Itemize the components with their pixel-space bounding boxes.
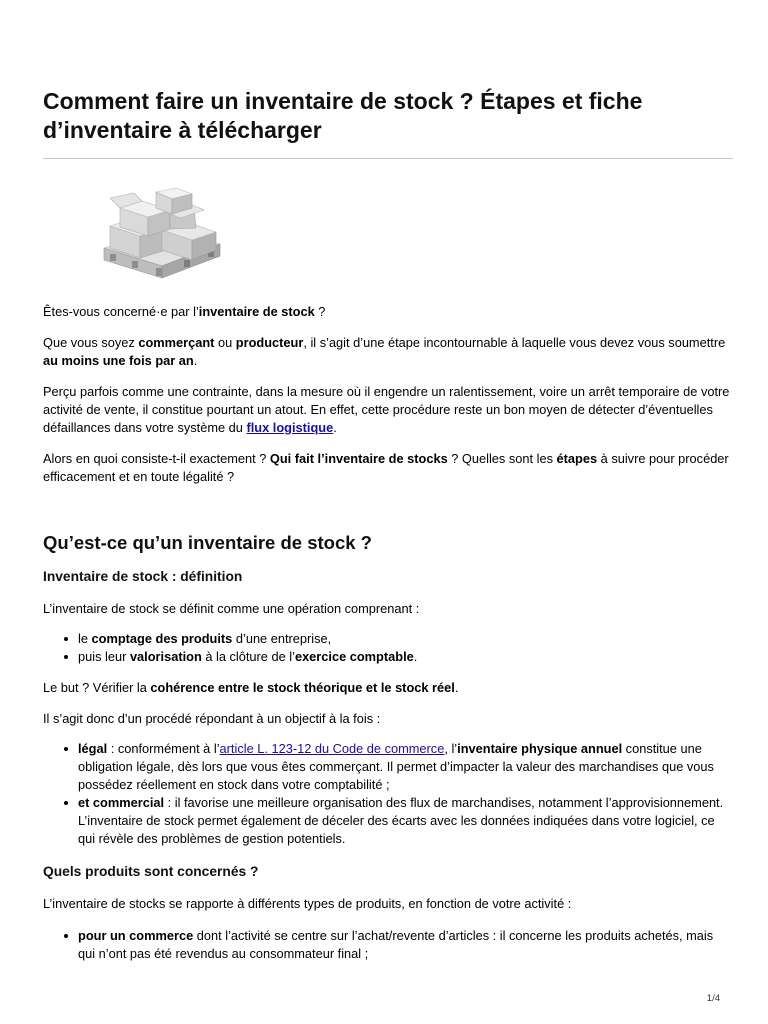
- page-number: 1/4: [706, 993, 720, 1004]
- list-item: le comptage des produits d’une entreprise,: [78, 630, 733, 648]
- definition-list: [43, 630, 733, 666]
- intro-paragraph-4: Alors en quoi consiste-t-il exactement ? Qui fait l’inventaire de stocks ? Quelles sont les étapes à suivre pour procéder efficacement et en toute légalité ?: [43, 451, 729, 484]
- code-commerce-link[interactable]: article L. 123-12 du Code de commerce: [219, 741, 445, 756]
- flux-logistique-link[interactable]: flux logistique: [246, 420, 334, 435]
- goal-paragraph: Le but ? Vérifier la cohérence entre le stock théorique et le stock réel.: [43, 680, 459, 695]
- list-item: et commercial : il favorise une meilleure organisation des flux de marchandises, notamment l’approvisionnement. L’inventaire de stock permet également de déceler des écarts avec les données indiquées dans votre logiciel, ce qui révèle des problèmes de gestion potentiels.: [78, 794, 733, 848]
- subheading-products: Quels produits sont concernés ?: [43, 864, 259, 879]
- intro-paragraph-3: Perçu parfois comme une contrainte, dans la mesure où il engendre un ralentissement, voire un arrêt temporaire de votre activité de vente, il constitue pourtant un atout. En effet, cette procédure reste un bon moyen de détecter d’éventuelles défaillances dans votre système du flux logistique.: [43, 384, 730, 435]
- list-item: pour un commerce dont l’activité se centre sur l’achat/revente d’articles : il concerne les produits achetés, mais qui n’ont pas été revendus au consommateur final ;: [78, 927, 733, 963]
- page-title: Comment faire un inventaire de stock ? Étapes et fiche d’inventaire à télécharger: [43, 88, 643, 143]
- objective-intro: Il s’agit donc d’un procédé répondant à un objectif à la fois :: [43, 711, 381, 726]
- section-heading-what-is: Qu’est-ce qu’un inventaire de stock ?: [43, 532, 372, 553]
- list-item: puis leur valorisation à la clôture de l’exercice comptable.: [78, 648, 733, 666]
- intro-paragraph-2: Que vous soyez commerçant ou producteur, il s’agit d’une étape incontournable à laquelle vous devez vous soumettre au moins une fois par an.: [43, 335, 726, 368]
- definition-intro: L’inventaire de stock se définit comme une opération comprenant :: [43, 601, 420, 616]
- list-item: légal : conformément à l’article L. 123-12 du Code de commerce, l’inventaire physique annuel constitue une obligation légale, dès lors que vous êtes commerçant. Il permet d’impacter la valeur des marchandises que vous possédez réellement en stock dans votre comptabilité ;: [78, 740, 733, 794]
- products-intro: L’inventaire de stocks se rapporte à différents types de produits, en fonction de votre activité :: [43, 896, 572, 911]
- products-list: [43, 927, 733, 963]
- objective-list: [43, 740, 733, 848]
- title-divider: [43, 158, 733, 159]
- intro-paragraph-1: Êtes-vous concerné·e par l’inventaire de stock ?: [43, 304, 326, 319]
- boxes-pallet-image: [100, 186, 224, 282]
- subheading-definition: Inventaire de stock : définition: [43, 569, 243, 584]
